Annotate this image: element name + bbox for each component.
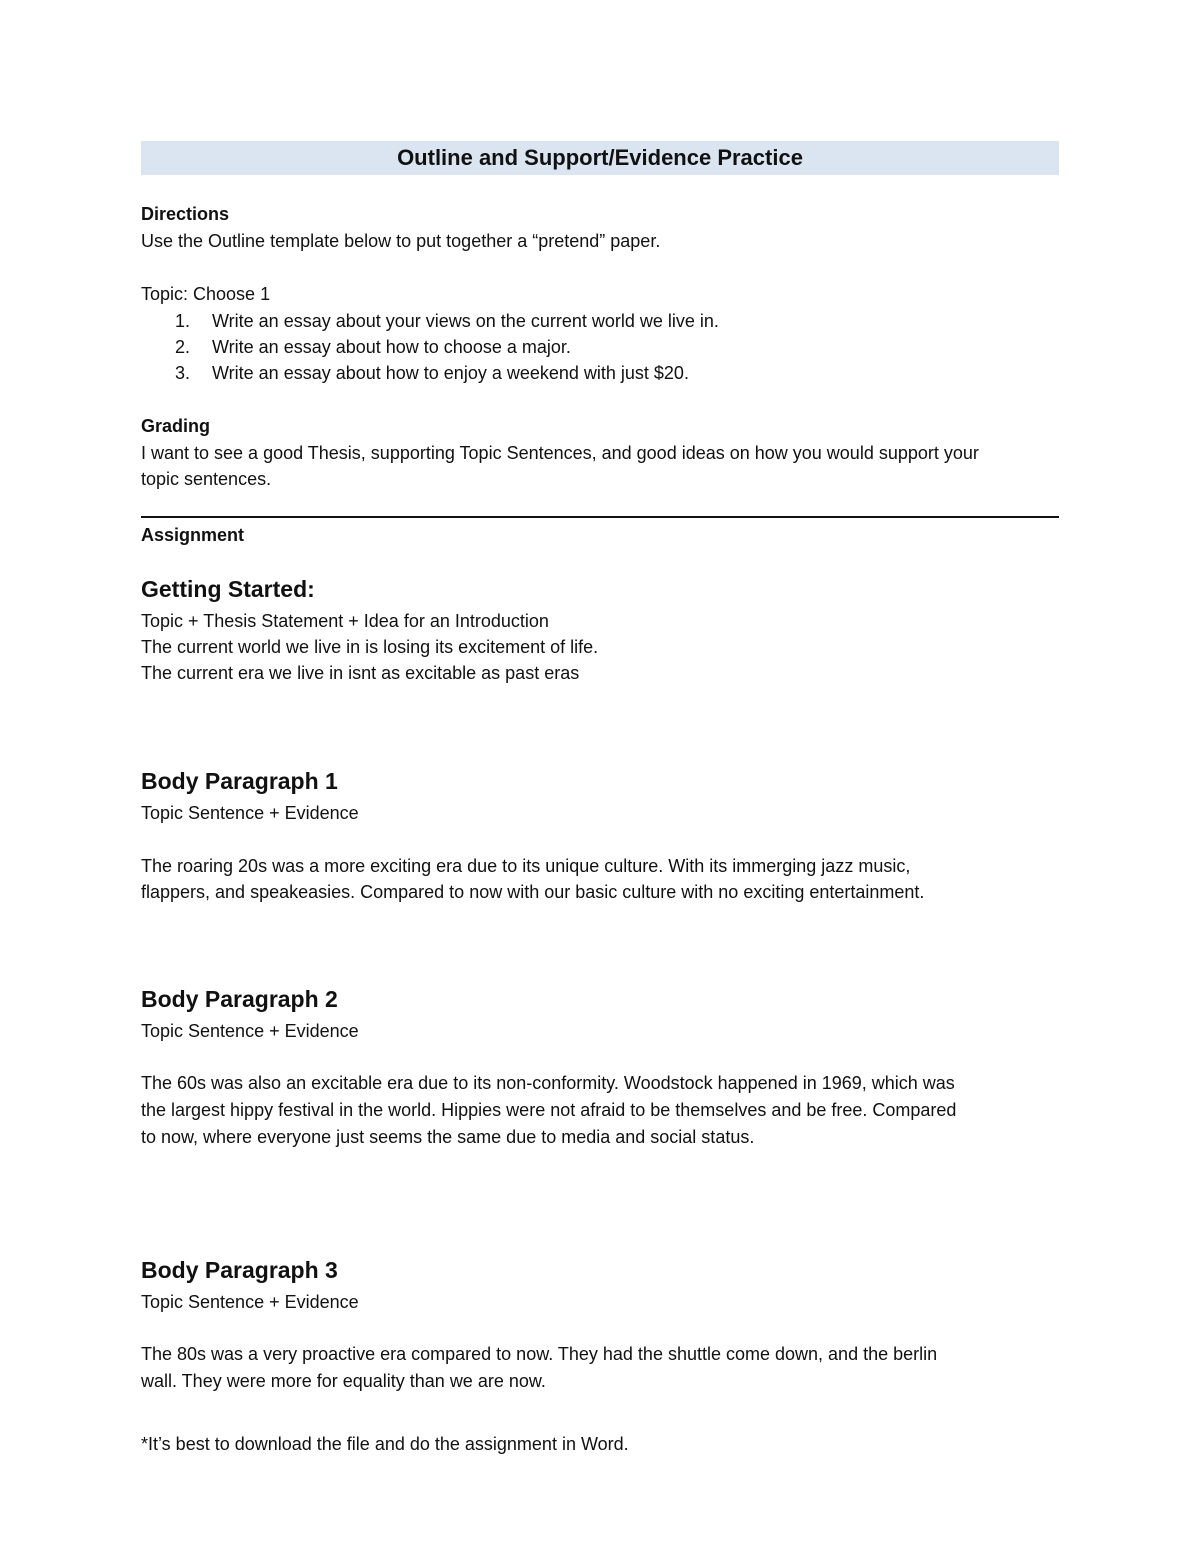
- body-paragraph-2-heading: Body Paragraph 2: [141, 986, 338, 1012]
- document-title: Outline and Support/Evidence Practice: [141, 141, 1059, 175]
- body-paragraph-3-heading: Body Paragraph 3: [141, 1257, 338, 1283]
- list-text: Write an essay about how to enjoy a weekend with just $20.: [212, 363, 689, 383]
- body-paragraph-3-line: The 80s was a very proactive era compared to now. They had the shuttle come down, and the berlin: [141, 1344, 938, 1364]
- body-paragraph-2-line: The 60s was also an excitable era due to its non-conformity. Woodstock happened in 1969, which was: [141, 1073, 955, 1093]
- body-paragraph-2-line: the largest hippy festival in the world. Hippies were not afraid to be themselves and be free. Compared: [141, 1100, 957, 1120]
- body-paragraph-3-subtitle: Topic Sentence + Evidence: [141, 1292, 359, 1312]
- list-text: Write an essay about how to choose a major.: [212, 337, 571, 357]
- getting-started-line: The current world we live in is losing its excitement of life.: [141, 637, 599, 657]
- body-paragraph-1-subtitle: Topic Sentence + Evidence: [141, 803, 359, 823]
- assignment-heading: Assignment: [141, 525, 245, 545]
- getting-started-subtitle: Topic + Thesis Statement + Idea for an Introduction: [141, 611, 549, 631]
- body-paragraph-3-line: wall. They were more for equality than we are now.: [141, 1371, 546, 1391]
- grading-text-line: I want to see a good Thesis, supporting Topic Sentences, and good ideas on how you would support your: [141, 443, 979, 463]
- getting-started-heading: Getting Started:: [141, 576, 315, 602]
- section-divider: [141, 516, 1059, 518]
- topic-label: Topic: Choose 1: [141, 284, 271, 304]
- list-number: 3.: [175, 363, 191, 383]
- getting-started-line: The current era we live in isnt as excitable as past eras: [141, 663, 580, 683]
- body-paragraph-2-line: to now, where everyone just seems the same due to media and social status.: [141, 1127, 755, 1147]
- list-number: 1.: [175, 311, 191, 331]
- body-paragraph-1-heading: Body Paragraph 1: [141, 768, 338, 794]
- directions-text: Use the Outline template below to put together a “pretend” paper.: [141, 231, 661, 251]
- grading-heading: Grading: [141, 416, 211, 436]
- body-paragraph-2-subtitle: Topic Sentence + Evidence: [141, 1021, 359, 1041]
- body-paragraph-1-line: flappers, and speakeasies. Compared to now with our basic culture with no exciting entertainment.: [141, 882, 925, 902]
- list-text: Write an essay about your views on the current world we live in.: [212, 311, 719, 331]
- footer-note: *It’s best to download the file and do the assignment in Word.: [141, 1434, 629, 1454]
- directions-heading: Directions: [141, 204, 230, 224]
- grading-text-line: topic sentences.: [141, 469, 272, 489]
- list-number: 2.: [175, 337, 191, 357]
- body-paragraph-1-line: The roaring 20s was a more exciting era due to its unique culture. With its immerging jazz music,: [141, 856, 911, 876]
